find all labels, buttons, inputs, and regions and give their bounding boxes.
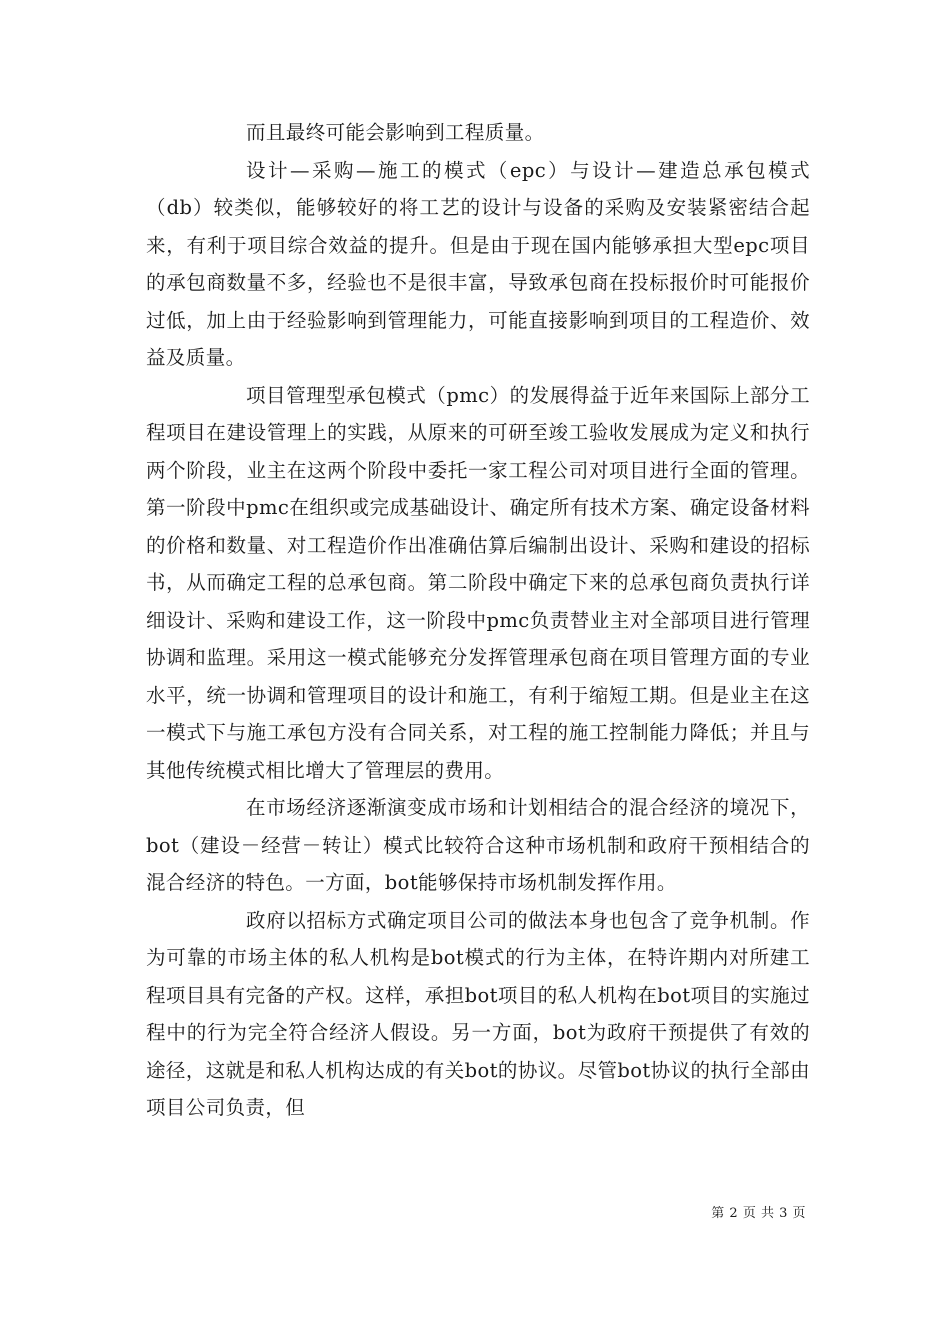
paragraph-3: 项目管理型承包模式（pmc）的发展得益于近年来国际上部分工程项目在建设管理上的实践，从原来的可研至竣工验收发展成为定义和执行两个阶段，业主在这两个阶段中委托一家工程公司对项目进行全面的管理。第一阶段中pmc在组织或完成基础设计、确定所有技术方案、确定设备材料的价格和数量、对工程造价作出准确估算后编制出设计、采购和建设的招标书，从而确定工程的总承包商。第二阶段中确定下来的总承包商负责执行详细设计、采购和建设工作，这一阶段中pmc负责替业主对全部项目进行管理协调和监理。采用这一模式能够充分发挥管理承包商在项目管理方面的专业水平，统一协调和管理项目的设计和施工，有利于缩短工期。但是业主在这一模式下与施工承包方没有合同关系，对工程的施工控制能力降低；并且与其他传统模式相比增大了管理层的费用。 xyxy=(146,383,810,782)
paragraph-4: 在市场经济逐渐演变成市场和计划相结合的混合经济的境况下，bot（建设－经营－转让）模式比较符合这种市场机制和政府干预相结合的混合经济的特色。一方面，bot能够保持市场机制发挥作用。 xyxy=(146,796,810,894)
paragraph-5: 政府以招标方式确定项目公司的做法本身也包含了竞争机制。作为可靠的市场主体的私人机构是bot模式的行为主体，在特许期内对所建工程项目具有完备的产权。这样，承担bot项目的私人机构在bot项目的实施过程中的行为完全符合经济人假设。另一方面，bot为政府干预提供了有效的途径，这就是和私人机构达成的有关bot的协议。尽管bot协议的执行全部由项目公司负责，但 xyxy=(146,908,810,1119)
document-body xyxy=(146,114,810,1127)
paragraph-1: 而且最终可能会影响到工程质量。 xyxy=(246,121,545,144)
paragraph-2: 设计—采购—施工的模式（epc）与设计—建造总承包模式（db）较类似，能够较好的将工艺的设计与设备的采购及安装紧密结合起来，有利于项目综合效益的提升。但是由于现在国内能够承担大型epc项目的承包商数量不多，经验也不是很丰富，导致承包商在投标报价时可能报价过低，加上由于经验影响到管理能力，可能直接影响到项目的工程造价、效益及质量。 xyxy=(146,158,810,369)
page-number-footer: 第 2 页 共 3 页 xyxy=(711,1206,806,1221)
